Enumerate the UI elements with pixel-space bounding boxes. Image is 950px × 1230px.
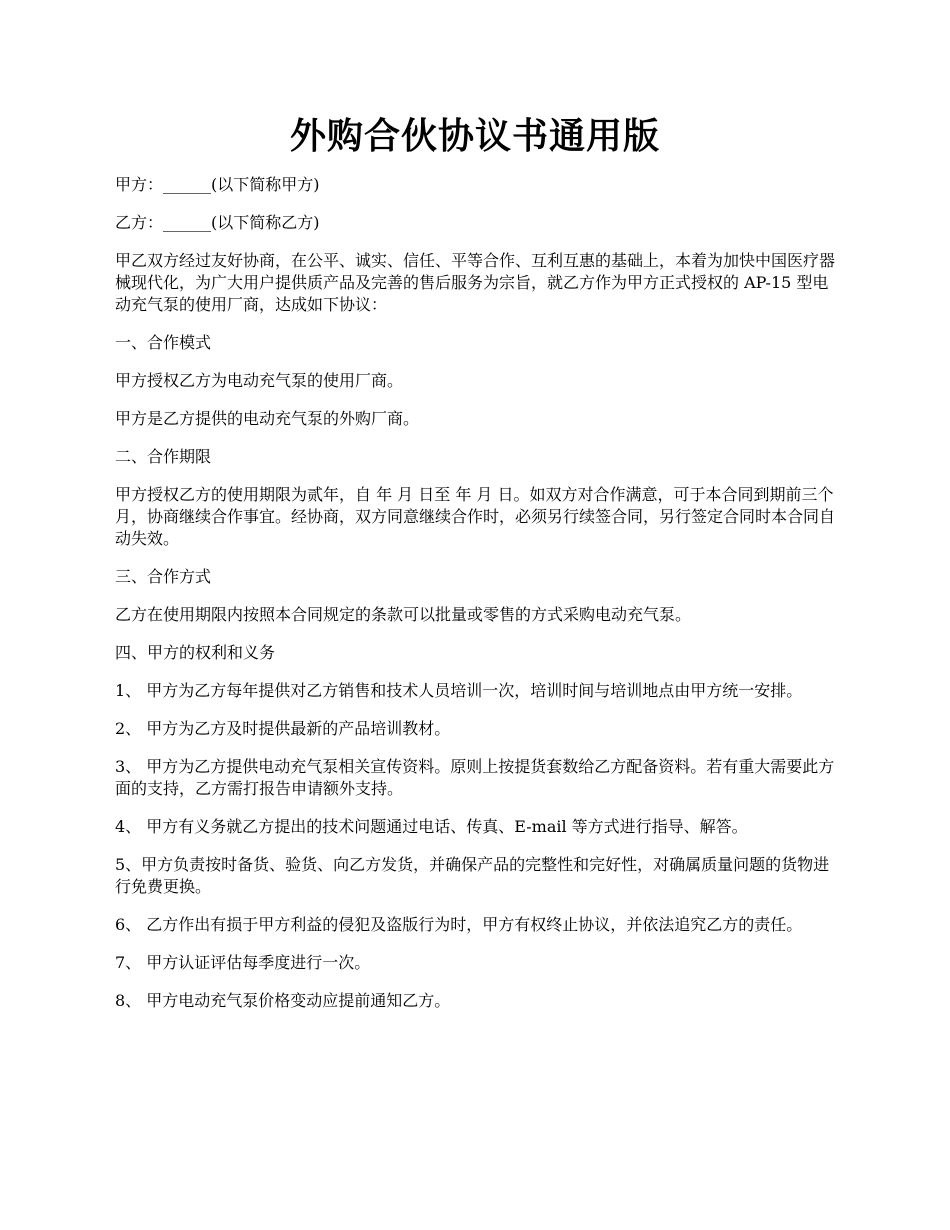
- section-heading-cooperation-method: 三、合作方式: [115, 567, 212, 586]
- body-paragraph: 乙方在使用期限内按照本合同规定的条款可以批量或零售的方式采购电动充气泵。: [115, 605, 692, 624]
- section-heading-cooperation-term: 二、合作期限: [115, 447, 212, 466]
- preamble-paragraph: 甲乙双方经过友好协商，在公平、诚实、信任、平等合作、互利互惠的基础上，本着为加快中国医疗器械现代化，为广大用户提供质产品及完善的售后服务为宗旨，就乙方作为甲方正式授权的 AP-15 型电动充气泵的使用厂商，达成如下协议：: [115, 251, 836, 314]
- list-item: 5、甲方负责按时备货、验货、向乙方发货，并确保产品的完整性和完好性，对确属质量问题的货物进行免费更换。: [115, 855, 830, 896]
- list-item: 6、 乙方作出有损于甲方利益的侵犯及盗版行为时，甲方有权终止协议，并依法追究乙方的责任。: [115, 915, 803, 934]
- body-paragraph: 甲方授权乙方为电动充气泵的使用厂商。: [115, 371, 404, 390]
- document-body: [115, 174, 835, 1012]
- party-a-line: 甲方：______(以下简称甲方): [115, 175, 320, 194]
- body-paragraph: 甲方是乙方提供的电动充气泵的外购厂商。: [115, 409, 420, 428]
- list-item: 2、 甲方为乙方及时提供最新的产品培训教材。: [115, 719, 451, 738]
- party-b-line: 乙方：______(以下简称乙方): [115, 213, 320, 232]
- section-heading-party-a-rights: 四、甲方的权利和义务: [115, 643, 276, 662]
- list-item: 3、 甲方为乙方提供电动充气泵相关宣传资料。原则上按提货套数给乙方配备资料。若有重大需要此方面的支持，乙方需打报告申请额外支持。: [115, 757, 835, 798]
- list-item: 4、 甲方有义务就乙方提出的技术问题通过电话、传真、E-mail 等方式进行指导、解答。: [115, 817, 748, 836]
- body-paragraph: 甲方授权乙方的使用期限为贰年，自 年 月 日至 年 月 日。如双方对合作满意，可于本合同到期前三个月，协商继续合作事宜。经协商，双方同意继续合作时，必须另行续签合同，另行签定合同时本合同自动失效。: [115, 485, 836, 548]
- document-title: 外购合伙协议书通用版: [289, 115, 660, 157]
- list-item: 7、 甲方认证评估每季度进行一次。: [115, 953, 371, 972]
- section-heading-cooperation-mode: 一、合作模式: [115, 333, 212, 352]
- list-item: 8、 甲方电动充气泵价格变动应提前通知乙方。: [115, 991, 451, 1010]
- list-item: 1、 甲方为乙方每年提供对乙方销售和技术人员培训一次，培训时间与培训地点由甲方统一安排。: [115, 681, 803, 700]
